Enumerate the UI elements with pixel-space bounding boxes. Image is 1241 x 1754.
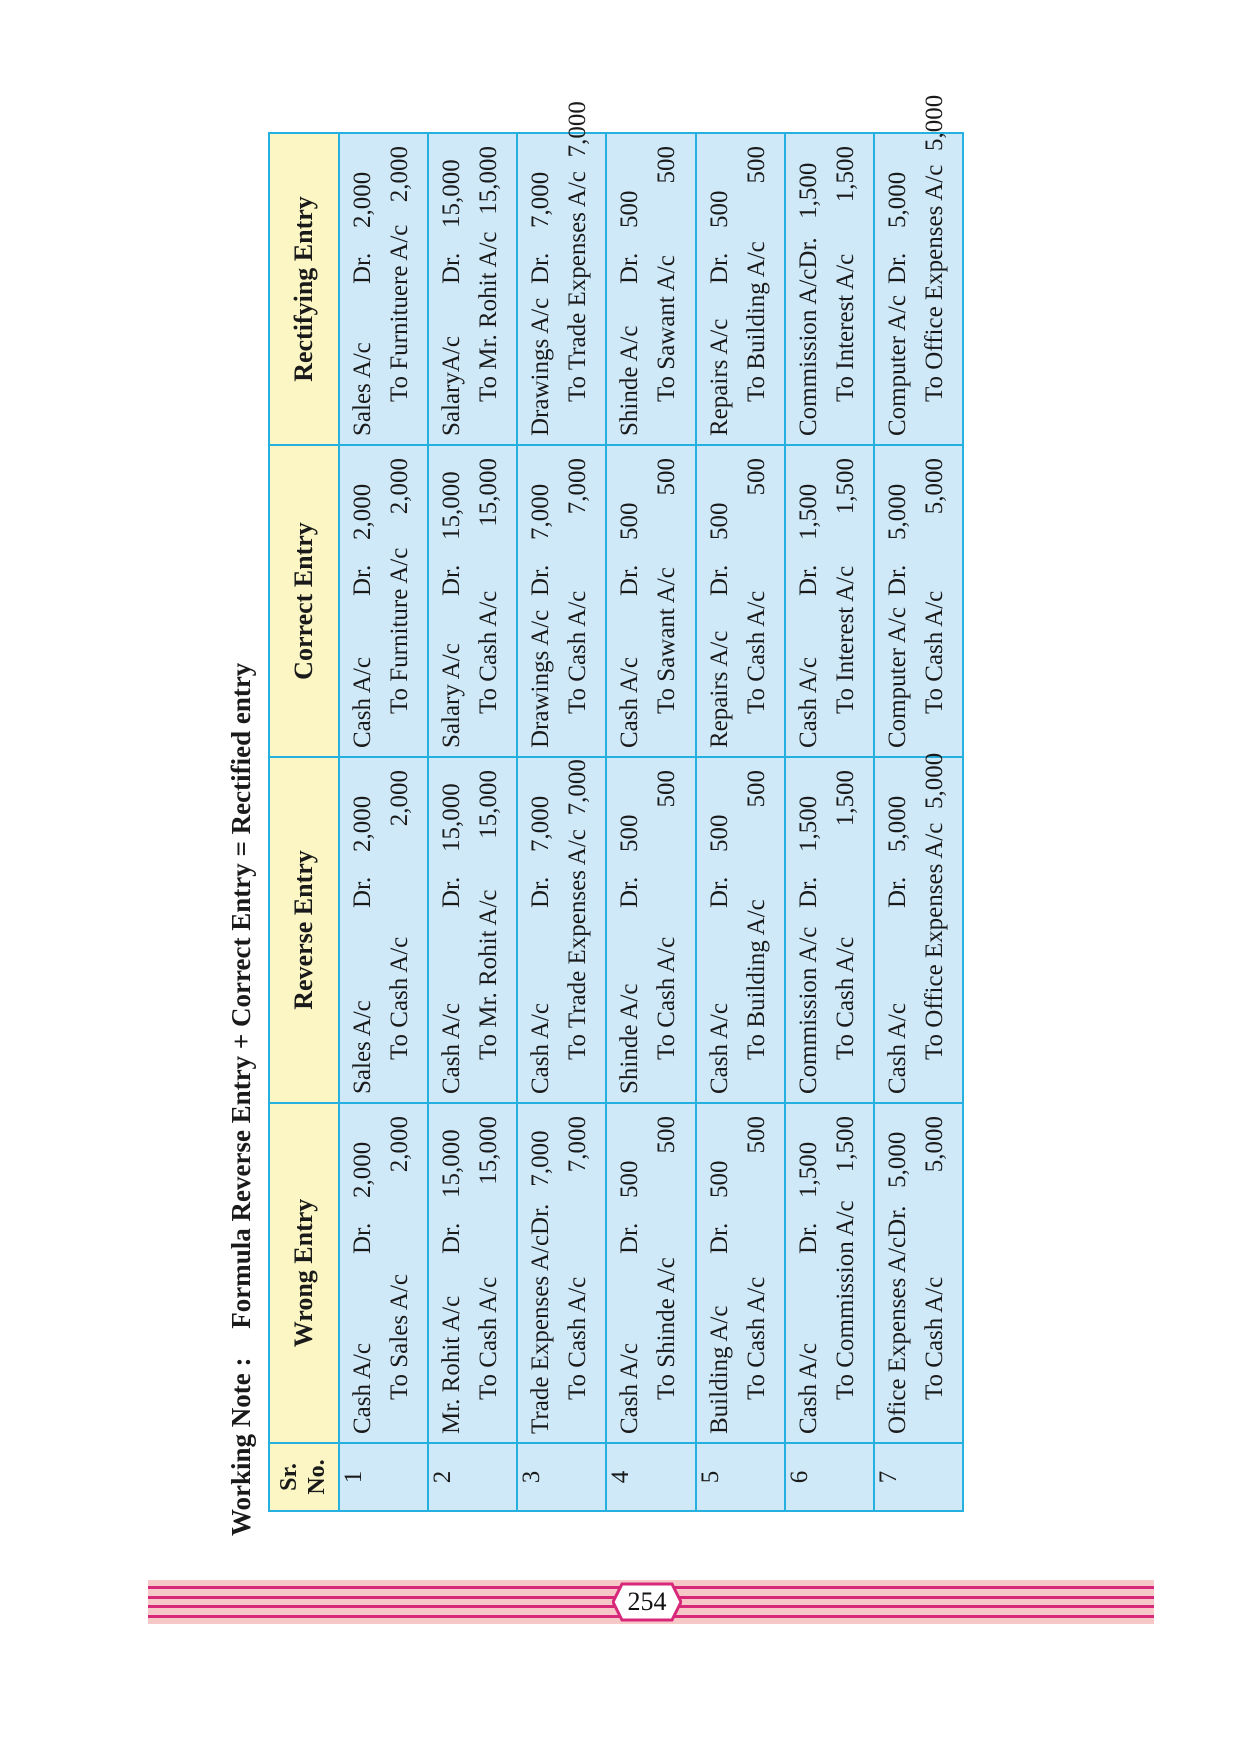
debit-account: Computer A/c <box>883 295 911 436</box>
debit-account: Sales A/c <box>349 342 376 436</box>
debit-account: Cash A/c <box>349 657 376 748</box>
debit-line <box>522 146 559 436</box>
journal-entry <box>697 134 775 444</box>
rectification-table <box>268 94 964 1512</box>
dr-marker: Dr. <box>349 876 376 908</box>
debit-amount: 5,000 <box>883 795 911 852</box>
header-sr-no <box>269 1443 339 1511</box>
credit-line <box>559 1116 596 1434</box>
rectifying-entry-cell <box>874 94 963 445</box>
credit-account: To Office Expenses A/c <box>920 822 948 1060</box>
debit-amount: 1,500 <box>794 162 822 219</box>
debit-account: Commission A/c <box>794 926 822 1094</box>
journal-entry <box>429 758 507 1102</box>
credit-amount: 5,000 <box>920 1116 948 1173</box>
sr-no: 6 <box>785 1470 813 1484</box>
dr-marker: Dr. <box>438 1222 466 1254</box>
credit-amount: 2,000 <box>386 770 413 827</box>
header-sr-line1: Sr. <box>276 1463 303 1491</box>
rotated-page-content <box>211 94 1023 1536</box>
dr-marker: Dr. <box>883 252 911 284</box>
debit-amount: 2,000 <box>349 171 376 228</box>
credit-amount: 7,000 <box>564 458 592 515</box>
debit-account: Cash A/c <box>527 1003 555 1094</box>
credit-amount: 1,500 <box>831 1116 859 1173</box>
dr-marker: Dr. <box>616 252 644 284</box>
journal-entry <box>875 446 953 756</box>
journal-entry <box>875 1104 953 1442</box>
journal-entry <box>786 1104 864 1442</box>
debit-account: Cash A/c <box>616 1343 644 1434</box>
credit-line <box>381 770 418 1094</box>
journal-entry <box>697 758 775 1102</box>
debit-line <box>790 146 827 436</box>
dr-marker: Dr. <box>438 876 466 908</box>
correct-entry-cell <box>339 445 428 757</box>
dr-marker: Dr. <box>705 876 733 908</box>
journal-entry <box>786 758 864 1102</box>
dr-marker: Dr. <box>705 252 733 284</box>
credit-line <box>470 1116 507 1434</box>
sr-no: 7 <box>874 1470 902 1484</box>
credit-line <box>648 770 685 1094</box>
dr-marker: Dr. <box>794 1222 822 1254</box>
debit-amount: 7,000 <box>527 483 555 540</box>
credit-amount: 500 <box>653 146 681 184</box>
rectifying-entry-cell <box>339 133 428 445</box>
table-row <box>428 133 517 1511</box>
credit-amount: 5,000 <box>920 752 948 809</box>
debit-amount: 2,000 <box>349 1141 376 1198</box>
debit-line <box>879 458 916 748</box>
journal-entry <box>786 446 864 756</box>
rectifying-entry-cell <box>785 133 874 445</box>
debit-line <box>522 1116 559 1434</box>
journal-entry <box>340 1104 418 1442</box>
reverse-entry-cell <box>606 757 695 1103</box>
credit-line <box>916 94 953 436</box>
debit-account: Cash A/c <box>438 1003 466 1094</box>
reverse-entry-cell <box>517 757 606 1103</box>
wrong-entry-cell <box>696 1103 785 1443</box>
page-number <box>612 1582 682 1622</box>
credit-amount: 500 <box>653 770 681 808</box>
debit-line <box>344 1116 381 1434</box>
credit-line <box>738 146 775 436</box>
sr-no: 4 <box>607 1470 635 1484</box>
correct-entry-cell <box>606 445 695 757</box>
credit-line <box>738 458 775 748</box>
credit-line <box>827 1116 864 1434</box>
credit-account: To Building A/c <box>742 241 770 402</box>
credit-account: To Trade Expenses A/c <box>564 171 592 402</box>
dr-marker: Dr. <box>616 876 644 908</box>
credit-account: To Cash A/c <box>475 1276 503 1400</box>
dr-marker: Dr. <box>705 564 733 596</box>
credit-account: To Trade Expenses A/c <box>564 829 592 1060</box>
journal-entry <box>786 134 864 444</box>
credit-line <box>470 146 507 436</box>
credit-account: To Cash A/c <box>564 1276 592 1400</box>
dr-marker: Dr. <box>349 564 376 596</box>
credit-account: To Interest A/c <box>831 565 859 714</box>
debit-amount: 500 <box>705 190 733 228</box>
debit-account: Ofice Expenses A/c <box>883 1236 911 1434</box>
journal-entry <box>340 758 418 1102</box>
journal-entry <box>697 446 775 756</box>
credit-line <box>559 759 596 1094</box>
journal-entry <box>875 752 953 1102</box>
credit-amount: 500 <box>742 458 770 496</box>
debit-account: Cash A/c <box>883 1003 911 1094</box>
debit-line <box>701 770 738 1094</box>
credit-amount: 7,000 <box>564 1116 592 1173</box>
credit-line <box>648 458 685 748</box>
debit-amount: 7,000 <box>527 1130 555 1187</box>
credit-line <box>381 458 418 748</box>
debit-account: Computer A/c <box>883 607 911 748</box>
credit-account: To Building A/c <box>742 899 770 1060</box>
debit-line <box>611 770 648 1094</box>
sr-no: 3 <box>518 1470 546 1484</box>
debit-amount: 500 <box>705 814 733 852</box>
reverse-entry-cell <box>428 757 517 1103</box>
debit-line <box>790 770 827 1094</box>
credit-amount: 500 <box>742 770 770 808</box>
page-number-text: 254 <box>627 1587 667 1616</box>
debit-amount: 5,000 <box>883 1131 911 1188</box>
correct-entry-cell <box>517 445 606 757</box>
credit-account: To Commission A/c <box>831 1200 859 1400</box>
debit-line <box>344 458 381 748</box>
debit-line <box>611 1116 648 1434</box>
debit-amount: 15,000 <box>438 471 466 540</box>
credit-amount: 500 <box>742 1116 770 1154</box>
sr-no: 5 <box>696 1470 724 1484</box>
journal-entry <box>518 446 596 756</box>
credit-line <box>738 1116 775 1434</box>
sr-no: 2 <box>429 1470 457 1484</box>
dr-marker: Dr. <box>527 876 555 908</box>
debit-account: Cash A/c <box>616 657 644 748</box>
credit-account: To Cash A/c <box>920 1276 948 1400</box>
credit-amount: 2,000 <box>386 146 413 203</box>
reverse-entry-cell <box>339 757 428 1103</box>
credit-amount: 5,000 <box>920 458 948 515</box>
debit-line <box>344 770 381 1094</box>
credit-line <box>648 146 685 436</box>
table-row <box>874 133 963 1511</box>
table-row <box>696 133 785 1511</box>
debit-amount: 7,000 <box>527 171 555 228</box>
debit-line <box>433 1116 470 1434</box>
debit-line <box>701 146 738 436</box>
journal-entry <box>429 1104 507 1442</box>
dr-marker: Dr. <box>527 564 555 596</box>
credit-account: To Interest A/c <box>831 253 859 402</box>
debit-line <box>522 458 559 748</box>
journal-entry <box>607 1104 685 1442</box>
debit-account: Cash A/c <box>349 1343 376 1434</box>
header-sr-line2: No. <box>304 1459 330 1495</box>
debit-line <box>344 146 381 436</box>
debit-amount: 500 <box>616 814 644 852</box>
credit-account: To Sawant A/c <box>653 255 681 402</box>
debit-account: Salary A/c <box>438 643 466 748</box>
credit-line <box>470 770 507 1094</box>
credit-line <box>827 770 864 1094</box>
credit-account: To Office Expenses A/c <box>920 164 948 402</box>
credit-account: To Furnituere A/c <box>386 224 413 402</box>
credit-account: To Mr. Rohit A/c <box>475 231 503 402</box>
debit-line <box>611 458 648 748</box>
credit-amount: 500 <box>653 458 681 496</box>
journal-entry <box>340 134 418 444</box>
credit-account: To Shinde A/c <box>653 1257 681 1400</box>
sr-no-cell <box>785 1443 874 1511</box>
wrong-entry-cell <box>874 1103 963 1443</box>
debit-account: Cash A/c <box>794 1343 822 1434</box>
table-row <box>517 133 606 1511</box>
reverse-entry-cell <box>696 757 785 1103</box>
credit-account: To Cash A/c <box>386 936 413 1060</box>
correct-entry-cell <box>696 445 785 757</box>
credit-amount: 15,000 <box>475 770 503 839</box>
dr-marker: Dr. <box>794 237 822 269</box>
credit-account: To Cash A/c <box>831 936 859 1060</box>
dr-marker: Dr. <box>794 564 822 596</box>
debit-amount: 1,500 <box>794 795 822 852</box>
sr-no-cell <box>606 1443 695 1511</box>
wrong-entry-cell <box>517 1103 606 1443</box>
credit-amount: 15,000 <box>475 1116 503 1185</box>
table-header-row <box>269 133 339 1511</box>
working-note <box>211 663 271 1536</box>
journal-entry <box>518 1104 596 1442</box>
credit-account: To Furniture A/c <box>386 547 413 714</box>
debit-account: Sales A/c <box>349 1000 376 1094</box>
debit-amount: 2,000 <box>349 483 376 540</box>
debit-account: Drawings A/c <box>527 297 555 436</box>
credit-amount: 7,000 <box>564 759 592 816</box>
debit-line <box>701 458 738 748</box>
wrong-entry-cell <box>339 1103 428 1443</box>
credit-amount: 15,000 <box>475 146 503 215</box>
credit-amount: 7,000 <box>564 101 592 158</box>
debit-amount: 500 <box>705 502 733 540</box>
debit-line <box>433 146 470 436</box>
credit-account: To Sawant A/c <box>653 567 681 714</box>
journal-entry <box>607 134 685 444</box>
credit-amount: 1,500 <box>831 770 859 827</box>
credit-account: To Cash A/c <box>475 590 503 714</box>
header-rectifying-entry: Rectifying Entry <box>269 133 339 445</box>
debit-amount: 500 <box>616 502 644 540</box>
reverse-entry-cell <box>874 752 963 1103</box>
wrong-entry-cell <box>428 1103 517 1443</box>
credit-line <box>559 458 596 748</box>
debit-line <box>879 1116 916 1434</box>
debit-line <box>433 458 470 748</box>
debit-amount: 5,000 <box>883 171 911 228</box>
credit-amount: 1,500 <box>831 458 859 515</box>
debit-account: SalaryA/c <box>438 336 466 436</box>
debit-amount: 15,000 <box>438 159 466 228</box>
header-reverse-entry: Reverse Entry <box>269 757 339 1103</box>
journal-entry <box>429 446 507 756</box>
debit-amount: 1,500 <box>794 1141 822 1198</box>
credit-line <box>470 458 507 748</box>
table-row <box>339 133 428 1511</box>
debit-line <box>790 458 827 748</box>
correct-entry-cell <box>785 445 874 757</box>
debit-account: Trade Expenses A/c <box>527 1234 555 1434</box>
debit-amount: 1,500 <box>794 483 822 540</box>
debit-account: Drawings A/c <box>527 609 555 748</box>
working-note-label: Working Note : <box>226 1357 256 1536</box>
dr-marker: Dr. <box>616 1222 644 1254</box>
credit-account: To Sales A/c <box>386 1273 413 1400</box>
credit-amount: 500 <box>653 1116 681 1154</box>
dr-marker: Dr. <box>349 252 376 284</box>
debit-amount: 7,000 <box>527 795 555 852</box>
credit-amount: 500 <box>742 146 770 184</box>
journal-entry <box>429 134 507 444</box>
sr-no-cell <box>696 1443 785 1511</box>
dr-marker: Dr. <box>349 1222 376 1254</box>
wrong-entry-cell <box>606 1103 695 1443</box>
sr-no: 1 <box>340 1470 367 1484</box>
credit-amount: 2,000 <box>386 458 413 515</box>
dr-marker: Dr. <box>438 564 466 596</box>
debit-amount: 5,000 <box>883 483 911 540</box>
dr-marker: Dr. <box>527 1203 555 1235</box>
credit-account: To Cash A/c <box>653 936 681 1060</box>
credit-line <box>381 1116 418 1434</box>
sr-no-cell <box>874 1443 963 1511</box>
header-wrong-entry: Wrong Entry <box>269 1103 339 1443</box>
debit-amount: 2,000 <box>349 795 376 852</box>
debit-account: Shinde A/c <box>616 325 644 436</box>
dr-marker: Dr. <box>794 876 822 908</box>
wrong-entry-cell <box>785 1103 874 1443</box>
debit-line <box>433 770 470 1094</box>
debit-line <box>611 146 648 436</box>
dr-marker: Dr. <box>438 252 466 284</box>
working-note-formula: Formula Reverse Entry + Correct Entry = Rectified entry <box>226 662 256 1329</box>
debit-line <box>701 1116 738 1434</box>
header-correct-entry: Correct Entry <box>269 445 339 757</box>
debit-account: Building A/c <box>705 1305 733 1434</box>
dr-marker: Dr. <box>705 1222 733 1254</box>
credit-amount: 2,000 <box>386 1116 413 1173</box>
debit-line <box>879 146 916 436</box>
debit-amount: 500 <box>616 1160 644 1198</box>
debit-account: Repairs A/c <box>705 318 733 436</box>
rectifying-entry-cell <box>517 101 606 445</box>
reverse-entry-cell <box>785 757 874 1103</box>
rectifying-entry-cell <box>428 133 517 445</box>
rectifying-entry-cell <box>696 133 785 445</box>
dr-marker: Dr. <box>616 564 644 596</box>
debit-amount: 500 <box>616 190 644 228</box>
credit-line <box>827 458 864 748</box>
credit-line <box>827 146 864 436</box>
debit-line <box>790 1116 827 1434</box>
dr-marker: Dr. <box>883 564 911 596</box>
credit-line <box>648 1116 685 1434</box>
credit-account: To Cash A/c <box>920 590 948 714</box>
sr-no-cell <box>339 1443 428 1511</box>
rectifying-entry-cell <box>606 133 695 445</box>
debit-amount: 15,000 <box>438 1129 466 1198</box>
credit-line <box>916 752 953 1094</box>
journal-entry <box>518 101 596 444</box>
journal-entry <box>875 94 953 444</box>
debit-amount: 500 <box>705 1160 733 1198</box>
debit-line <box>522 770 559 1094</box>
sr-no-cell <box>428 1443 517 1511</box>
correct-entry-cell <box>874 445 963 757</box>
credit-line <box>559 101 596 436</box>
debit-account: Cash A/c <box>705 1003 733 1094</box>
credit-line <box>381 146 418 436</box>
dr-marker: Dr. <box>883 876 911 908</box>
debit-account: Shinde A/c <box>616 983 644 1094</box>
credit-account: To Cash A/c <box>564 590 592 714</box>
credit-amount: 5,000 <box>920 94 948 151</box>
debit-account: Mr. Rohit A/c <box>438 1295 466 1434</box>
credit-account: To Mr. Rohit A/c <box>475 889 503 1060</box>
debit-account: Commission A/c <box>794 268 822 436</box>
table-row <box>785 133 874 1511</box>
journal-entry <box>518 758 596 1102</box>
journal-entry <box>607 446 685 756</box>
debit-account: Repairs A/c <box>705 630 733 748</box>
debit-account: Cash A/c <box>794 657 822 748</box>
debit-amount: 15,000 <box>438 783 466 852</box>
credit-line <box>916 1116 953 1434</box>
dr-marker: Dr. <box>883 1205 911 1237</box>
dr-marker: Dr. <box>527 252 555 284</box>
correct-entry-cell <box>428 445 517 757</box>
journal-entry <box>697 1104 775 1442</box>
credit-line <box>916 458 953 748</box>
debit-line <box>879 770 916 1094</box>
table-row <box>606 133 695 1511</box>
credit-line <box>738 770 775 1094</box>
credit-account: To Cash A/c <box>742 1276 770 1400</box>
sr-no-cell <box>517 1443 606 1511</box>
journal-entry <box>607 758 685 1102</box>
credit-amount: 1,500 <box>831 146 859 203</box>
journal-entry <box>340 446 418 756</box>
credit-amount: 15,000 <box>475 458 503 527</box>
credit-account: To Cash A/c <box>742 590 770 714</box>
